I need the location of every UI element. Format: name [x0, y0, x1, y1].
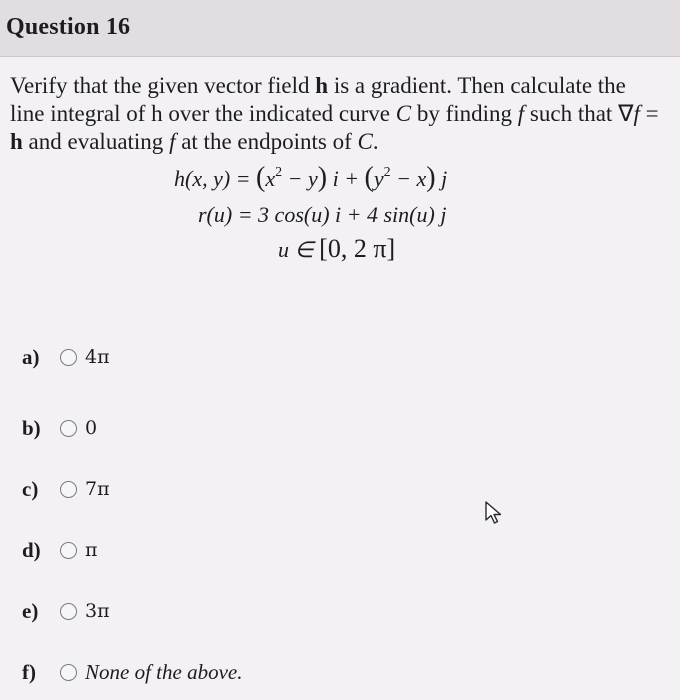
- eq-text: − x: [390, 166, 427, 191]
- prompt-symbol-f: f: [633, 101, 640, 126]
- option-value: π: [85, 539, 98, 561]
- option-value: None of the above.: [85, 659, 243, 684]
- eq-text: y: [373, 166, 384, 191]
- prompt-text: is a gradient. Then calculate the line integral of h over the indicated curve: [10, 73, 626, 126]
- prompt-text: by finding: [411, 101, 518, 126]
- radio-button-icon[interactable]: [60, 420, 77, 437]
- prompt-symbol-c: C: [395, 101, 412, 126]
- eq-text: − y: [282, 166, 318, 191]
- eq-text: u ∈: [278, 237, 320, 262]
- eq-exponent: 2: [275, 165, 283, 180]
- radio-button-icon[interactable]: [60, 542, 77, 559]
- prompt-symbol-h: h: [315, 73, 329, 98]
- option-letter: e): [22, 598, 39, 623]
- eq-paren: (: [256, 162, 266, 193]
- option-letter: c): [22, 476, 39, 501]
- option-value: 4π: [85, 346, 110, 368]
- question-prompt: [10, 72, 660, 156]
- eq-text: j: [435, 166, 448, 191]
- arrow-cursor-icon: [484, 500, 504, 526]
- option-value: 7π: [85, 478, 110, 500]
- equation-h: [174, 162, 447, 194]
- prompt-symbol-f: f: [169, 129, 176, 154]
- eq-text: x: [265, 166, 276, 191]
- question-title: Question 16: [6, 14, 131, 40]
- option-letter: f): [22, 659, 36, 684]
- prompt-symbol-c: C: [357, 129, 373, 154]
- prompt-text: and evaluating: [22, 129, 170, 154]
- option-letter: b): [22, 415, 41, 440]
- prompt-text: .: [372, 129, 379, 154]
- prompt-text: Verify that the given vector field: [10, 73, 316, 98]
- prompt-text: at the endpoints of: [175, 129, 358, 154]
- equation-r: r(u) = 3 cos(u) i + 4 sin(u) j: [198, 202, 447, 227]
- eq-text: i +: [327, 166, 365, 191]
- eq-paren: ): [317, 162, 328, 193]
- radio-button-icon[interactable]: [60, 481, 77, 498]
- prompt-text: such that ∇: [524, 101, 634, 126]
- eq-text: h(x, y) =: [174, 166, 257, 191]
- equation-u: [278, 234, 395, 264]
- option-value: 3π: [85, 600, 110, 622]
- eq-paren: (: [364, 162, 374, 193]
- option-e[interactable]: [22, 594, 110, 628]
- eq-paren: ): [426, 162, 436, 193]
- radio-button-icon[interactable]: [60, 664, 77, 681]
- option-letter: d): [22, 537, 41, 562]
- option-c[interactable]: [22, 472, 110, 506]
- option-a[interactable]: [22, 340, 110, 374]
- radio-button-icon[interactable]: [60, 349, 77, 366]
- option-f[interactable]: [22, 655, 242, 689]
- eq-range: [0, 2 π]: [319, 234, 396, 263]
- option-b[interactable]: [22, 411, 97, 445]
- prompt-text: =: [639, 101, 659, 126]
- question-header: [0, 0, 680, 57]
- prompt-symbol-h: h: [10, 129, 23, 154]
- prompt-symbol-f: f: [517, 101, 525, 126]
- option-d[interactable]: [22, 533, 98, 567]
- option-letter: a): [22, 344, 40, 369]
- eq-exponent: 2: [383, 165, 391, 180]
- option-value: 0: [85, 417, 98, 439]
- radio-button-icon[interactable]: [60, 603, 77, 620]
